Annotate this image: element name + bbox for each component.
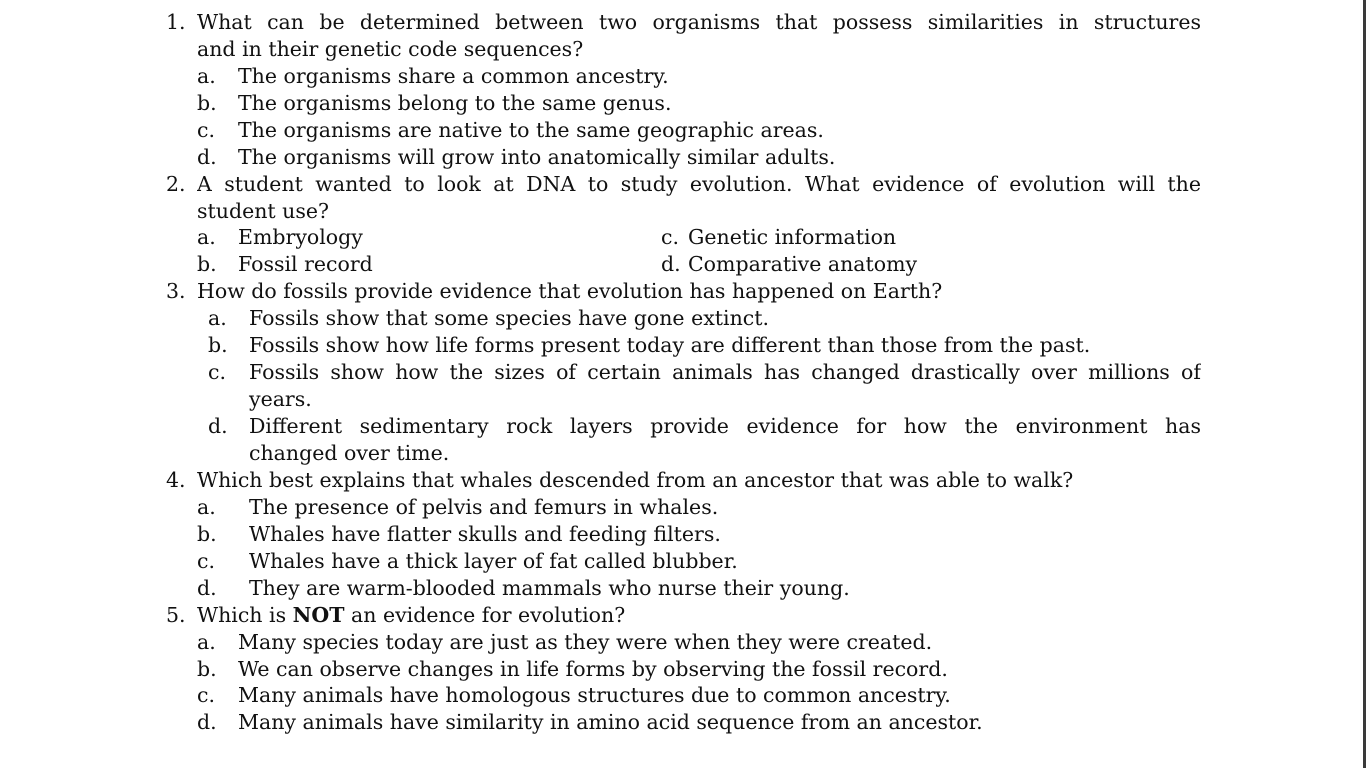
choice-text: Many animals have homologous structures due to common ancestry. bbox=[238, 683, 951, 707]
choice-text: Many species today are just as they were when they were created. bbox=[238, 630, 933, 654]
choice-text: We can observe changes in life forms by observing the fossil record. bbox=[238, 657, 948, 681]
question-stem-line bbox=[197, 602, 625, 629]
choice-text: Embryology bbox=[238, 225, 363, 249]
choice-letter: b. bbox=[197, 522, 217, 546]
question-number: 2. bbox=[166, 172, 186, 196]
choice-letter: d. bbox=[197, 576, 217, 600]
choice-letter: b. bbox=[197, 252, 217, 276]
choice-letter: d. bbox=[197, 710, 217, 734]
choice-text: The organisms will grow into anatomically similar adults. bbox=[238, 145, 836, 169]
question-stem-line: and in their genetic code sequences? bbox=[197, 37, 584, 61]
choice-letter: b. bbox=[197, 657, 217, 681]
document-page bbox=[0, 9, 1366, 768]
choice-text: Fossils show how the sizes of certain animals has changed drastically over millions of bbox=[249, 360, 1201, 384]
choice-letter: a. bbox=[197, 495, 216, 519]
choice-text: Comparative anatomy bbox=[688, 252, 918, 276]
stem-emphasis: NOT bbox=[292, 603, 345, 627]
question-number: 4. bbox=[166, 468, 186, 492]
choice-letter: a. bbox=[197, 225, 216, 249]
choice-text: Fossils show how life forms present today are different than those from the past. bbox=[249, 333, 1091, 357]
question-stem-line: Which best explains that whales descended from an ancestor that was able to walk? bbox=[197, 468, 1074, 492]
choice-letter: a. bbox=[197, 64, 216, 88]
choice-text-continued: years. bbox=[249, 387, 312, 411]
stem-suffix: an evidence for evolution? bbox=[344, 603, 626, 627]
question-number: 1. bbox=[166, 10, 186, 34]
choice-letter: a. bbox=[208, 306, 227, 330]
stem-prefix: Which is bbox=[197, 603, 293, 627]
choice-letter: a. bbox=[197, 630, 216, 654]
choice-letter: c. bbox=[197, 683, 215, 707]
choice-text: Many animals have similarity in amino acid sequence from an ancestor. bbox=[238, 710, 983, 734]
choice-text: Fossil record bbox=[238, 252, 373, 276]
choice-letter: c. bbox=[661, 225, 679, 249]
choice-letter: d. bbox=[208, 414, 228, 438]
question-stem-line: student use? bbox=[197, 199, 330, 223]
choice-text: Genetic information bbox=[688, 225, 897, 249]
choice-text: Whales have a thick layer of fat called blubber. bbox=[249, 549, 738, 573]
choice-letter: c. bbox=[208, 360, 226, 384]
question-number: 3. bbox=[166, 279, 186, 303]
choice-letter: b. bbox=[197, 91, 217, 115]
question-stem-line: How do fossils provide evidence that evolution has happened on Earth? bbox=[197, 279, 943, 303]
choice-letter: c. bbox=[197, 549, 215, 573]
question-number: 5. bbox=[166, 603, 186, 627]
choice-letter: b. bbox=[208, 333, 228, 357]
choice-text-continued: changed over time. bbox=[249, 441, 450, 465]
question-stem-line: A student wanted to look at DNA to study evolution. What evidence of evolution will the bbox=[197, 172, 1201, 196]
choice-text: They are warm-blooded mammals who nurse their young. bbox=[249, 576, 850, 600]
choice-text: The organisms share a common ancestry. bbox=[238, 64, 669, 88]
choice-letter: d. bbox=[661, 252, 681, 276]
choice-letter: d. bbox=[197, 145, 217, 169]
choice-text: The organisms belong to the same genus. bbox=[238, 91, 672, 115]
choice-text: Fossils show that some species have gone extinct. bbox=[249, 306, 770, 330]
choice-text: Different sedimentary rock layers provide evidence for how the environment has bbox=[249, 414, 1201, 438]
choice-text: The presence of pelvis and femurs in whales. bbox=[249, 495, 719, 519]
choice-text: The organisms are native to the same geographic areas. bbox=[238, 118, 824, 142]
choice-letter: c. bbox=[197, 118, 215, 142]
choice-text: Whales have flatter skulls and feeding filters. bbox=[249, 522, 721, 546]
question-stem-line: What can be determined between two organisms that possess similarities in structures bbox=[197, 10, 1201, 34]
